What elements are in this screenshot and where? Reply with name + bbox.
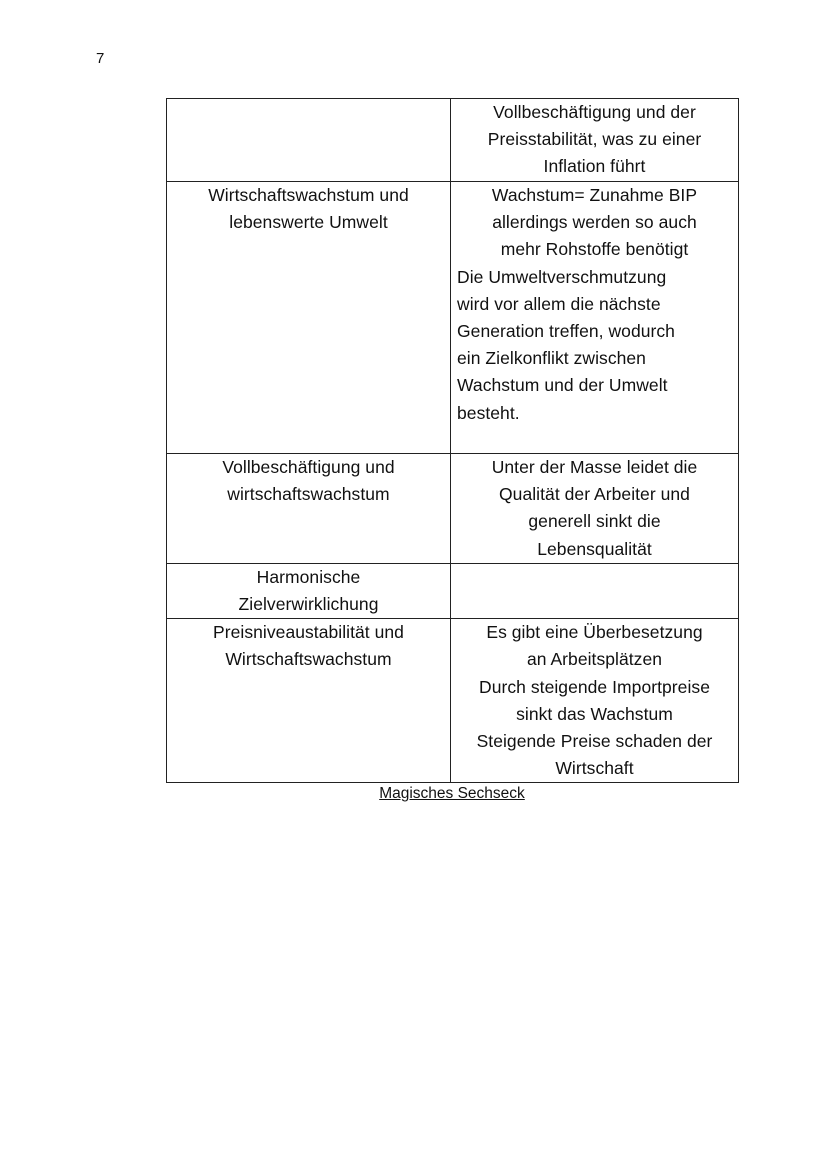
table-row [167, 619, 739, 783]
cell-line: Die Umweltverschmutzung [457, 266, 667, 287]
cell-line: Preisstabilität, was zu einer [487, 129, 702, 150]
cell-line: Unter der Masse leidet die [491, 457, 698, 477]
cell-line: Harmonische [256, 566, 361, 587]
cell-line: Vollbeschäftigung und der [493, 102, 696, 122]
cell-line: Vollbeschäftigung und [222, 457, 395, 477]
caption-text: Magisches Sechseck [379, 785, 525, 802]
cell-line: generell sinkt die [528, 511, 661, 532]
goal-pair-cell [167, 619, 451, 783]
cell-line: besteht. [457, 402, 520, 423]
cell-line: Wirtschaft [555, 758, 634, 779]
cell-line: Steigende Preise schaden der [476, 731, 713, 752]
cell-line: ein Zielkonflikt zwischen [457, 348, 646, 369]
cell-line: Inflation führt [543, 156, 646, 177]
table-row [167, 182, 739, 454]
cell-line: wird vor allem die nächste [457, 293, 661, 314]
table-row [167, 563, 739, 618]
cell-line: Durch steigende Importpreise [479, 676, 710, 697]
explanation-cell [451, 563, 739, 618]
cell-line: Qualität der Arbeiter und [499, 484, 690, 505]
goal-pair-cell [167, 454, 451, 564]
cell-line: Wachstum= Zunahme BIP [491, 185, 698, 205]
explanation-cell [451, 99, 739, 182]
table-caption [166, 784, 738, 804]
table-row [167, 454, 739, 564]
explanation-cell [451, 454, 739, 564]
cell-line: Es gibt eine Überbesetzung [486, 622, 703, 643]
page-number: 7 [96, 50, 105, 67]
cell-line: Preisniveaustabilität und [213, 622, 404, 643]
cell-line: Zielverwirklichung [238, 594, 379, 615]
goal-conflict-table [166, 98, 739, 783]
cell-line: Wachstum und der Umwelt [457, 375, 668, 396]
explanation-cell [451, 619, 739, 783]
explanation-cell [451, 182, 739, 454]
cell-line: mehr Rohstoffe benötigt [500, 239, 689, 260]
goal-pair-cell [167, 563, 451, 618]
cell-line: Generation treffen, wodurch [457, 321, 675, 342]
cell-line: sinkt das Wachstum [516, 703, 673, 724]
cell-line: Wirtschaftswachstum und [208, 185, 409, 205]
cell-line: an Arbeitsplätzen [526, 649, 663, 670]
goal-pair-cell [167, 182, 451, 454]
cell-line: Wirtschaftswachstum [225, 649, 392, 670]
cell-line: Lebensqualität [537, 538, 652, 559]
cell-line: wirtschaftswachstum [227, 484, 390, 505]
cell-line: allerdings werden so auch [492, 212, 697, 233]
table-row [167, 99, 739, 182]
goal-pair-cell [167, 99, 451, 182]
cell-line: lebenswerte Umwelt [229, 212, 388, 233]
table-body [167, 99, 739, 783]
